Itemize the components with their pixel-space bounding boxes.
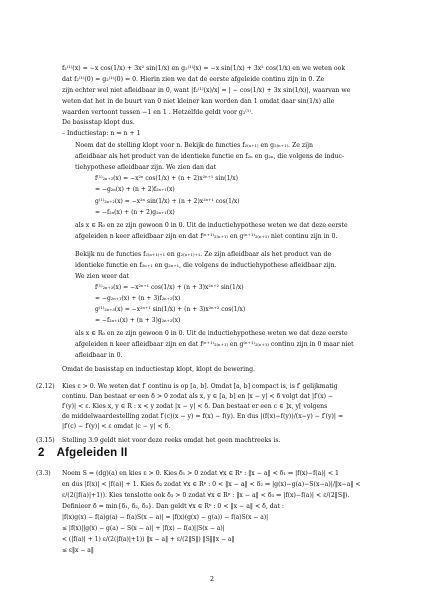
text-line: waarden vertoont tussen −1 en 1 . Hetzelfde geldt voor g₂⁽¹⁾. [62,109,253,116]
text-line: als x ∈ R₀ en ze zijn gewoon 0 in 0. Uit de inductiehypothese weten we dat deze eerste [75,222,348,229]
equation-line: f⁽¹⁾₂ₙ₊₂(x) = −x²ⁿ cos(1/x) + (n + 2)x²ⁿ⁺¹ sin(1/x) [95,175,239,182]
text-line: afleidbaar als het product van de identieke functie en f₂ₙ en g₂ₙ, die volgens de induc- [75,153,345,160]
text-line: zijn echter wel niet afleidbaar in 0, want |f₂⁽¹⁾(x)/x| = | − cos(1/x) + 3x sin(1/x)|, waarvan we [62,87,351,94]
text-line: f′(y)| < ε. Kies x, y ∈ R : x < y zodat |x − y| < δ. Dan bestaat er een c ∈ ]x, y[ volgens [62,403,328,410]
equation-line: ≤ ε‖x − a‖ [62,547,94,554]
item-number: (2.12) [36,383,55,390]
equation-line: g⁽¹⁾₂ₙ₊₃(x) = −x²ⁿ⁺¹ sin(1/x) + (n + 3)x²ⁿ⁺² cos(1/x) [95,306,246,313]
induction-step-label: – Inductiestap: n ⇒ n + 1 [62,130,141,137]
text-line: Noem S = (dg)(a) en kies ε > 0. Kies δ₁ > 0 zodat ∀x ∈ Rᵖ : ‖x − a‖ < δ₁ ⇒ |f(x)−f(a)| < 1 [62,470,339,477]
equation-line: = −g₂ₙ₊₁(x) + (n + 3)f₂ₙ₊₂(x) [95,295,181,302]
text-line: Kies ε > 0. We weten dat f′ continu is op [a, b]. Omdat [a, b] compact is, is f′ gelijkmatig [62,383,338,390]
equation-line: f⁽¹⁾₂ₙ₊₃(x) = −x²ⁿ⁺¹ cos(1/x) + (n + 3)x²ⁿ⁺² sin(1/x) [95,284,244,291]
text-line: tiehypothese afleidbaar zijn. We zien dan dat [75,164,217,171]
text-line: als x ∈ R₀ en ze zijn gewoon 0 in 0. Uit de inductiehypothese weten we dat deze eerste [75,330,348,337]
page-number: 2 [209,575,215,583]
text-line: afleidbaar in 0. [75,352,123,359]
text-line: continu. Dan bestaat er een δ > 0 zodat als x, y ∈ [a, b] en |x − y| < δ volgt dat |f′(x) − [62,393,334,400]
item-315-number: (3.15) [36,437,55,444]
equation-line: g⁽¹⁾₂ₙ₊₂(x) = −x²ⁿ sin(1/x) + (n + 2)x²ⁿ⁺¹ cos(1/x) [95,198,240,205]
text-line: afgeleiden n keer afleidbaar zijn en dat f⁽ⁿ⁺¹⁾₂₍ₙ₊₁₎ en g⁽ⁿ⁺¹⁾₂₍ₙ₊₁₎ continu zijn in 0 maar niet [75,341,354,348]
equation-line: |f(x)g(x) − f(a)g(a) − f(a)S(x − a)| = |f(x)(g(x) − g(a)) − f(a)S(x − a)| [62,514,269,521]
text-line: De basisstap klopt dus. [62,119,135,126]
item-number: (3.3) [36,470,51,477]
section-title: Afgeleiden II [56,447,128,459]
text-line: |f′(c) − f′(y)| < ε omdat |c − y| < δ. [62,423,171,430]
text-line: afgeleiden n keer afleidbaar zijn en dat f⁽ⁿ⁺¹⁾₂₍ₙ₊₁₎ en g⁽ⁿ⁺¹⁾₂₍ₙ₊₁₎ niet continu zijn in 0. [75,233,338,240]
text-line: en dus |f(x)| < |f(a)| + 1. Kies δ₂ zodat ∀x ∈ Rᵖ : 0 < ‖x − a‖ < δ₂ ⇒ |g(x)−g(a)−S(x−a)|/‖x−a‖ < [62,481,361,488]
text-line: Bekijk nu de functies f₂₍ₙ₊₁₎₊₁ en g₂₍ₙ₊₁₎₊₁. Ze zijn afleidbaar als het product van de [75,251,332,258]
equation-line: = −g₂ₙ(x) + (n + 2)f₂ₙ₊₁(x) [95,186,175,193]
text-line: f₂⁽¹⁾(x) = −x cos(1/x) + 3x² sin(1/x) en g₂⁽¹⁾(x) = −x sin(1/x) + 3x² cos(1/x) en we weten ook [62,65,346,72]
section-number: 2 [38,447,45,459]
text-line: identieke functie en f₂ₙ₊₁ en g₂ₙ₊₁, die volgens de inductiehypothese afleidbaar zijn. [75,262,337,269]
equation-line: ≤ |f(x)||g(x) − g(a) − S(x − a)| + |f(x) − f(a)||S(x − a)| [62,525,225,532]
text-line: weten dat het in de buurt van 0 niet kleiner kan worden dan 1 omdat daar sin(1/x) alle [62,98,335,105]
section-heading [38,447,128,459]
text-line: de middelwaardestelling zodat f′(c)(x − y) = f(x) − f(y). En dus |(f(x)−f(y))/(x−y) − f′(y)| = [62,413,344,420]
equation-line: = −f₂ₙ(x) + (n + 2)g₂ₙ₊₁(x) [95,209,175,216]
conclusion-line: Omdat de basisstap en inductiestap klopt, klopt de bewering. [62,366,256,373]
text-line: Definieer δ = min{δ₁, δ₂, δ₃}. Dan geldt ∀x ∈ Rᵖ : 0 < ‖x − a‖ < δ, dat : [62,503,284,510]
equation-line: < (|f(a)| + 1) ε/(2(|f(a)|+1)) ‖x − a‖ + ε/(2‖S‖) ‖S‖‖x − a‖ [62,536,235,543]
text-line: We zien weer dat [75,273,130,280]
text-line: Noem dat de stelling klopt voor n. Bekijk de functies f₂₍ₙ₊₁₎ en g₂₍ₙ₊₁₎. Ze zijn [75,142,314,149]
item-315-text: Stelling 3.9 geldt niet voor deze reeks omdat het geen machtreeks is. [62,437,281,444]
text-line: dat f₂⁽¹⁾(0) = g₂⁽¹⁾(0) = 0. Hierin zien we dat de eerste afgeleide continu zijn in 0. Ze [62,76,325,83]
equation-line: = −f₂ₙ₊₁(x) + (n + 3)g₂ₙ₊₂(x) [95,317,181,324]
text-line: ε/(2(|f(a)|+1)). Kies tenslotte ook δ₃ > 0 zodat ∀x ∈ Rᵖ : ‖x − a‖ < δ₃ ⇒ |f(x)−f(a)| < ε/(2‖S‖). [62,492,350,499]
